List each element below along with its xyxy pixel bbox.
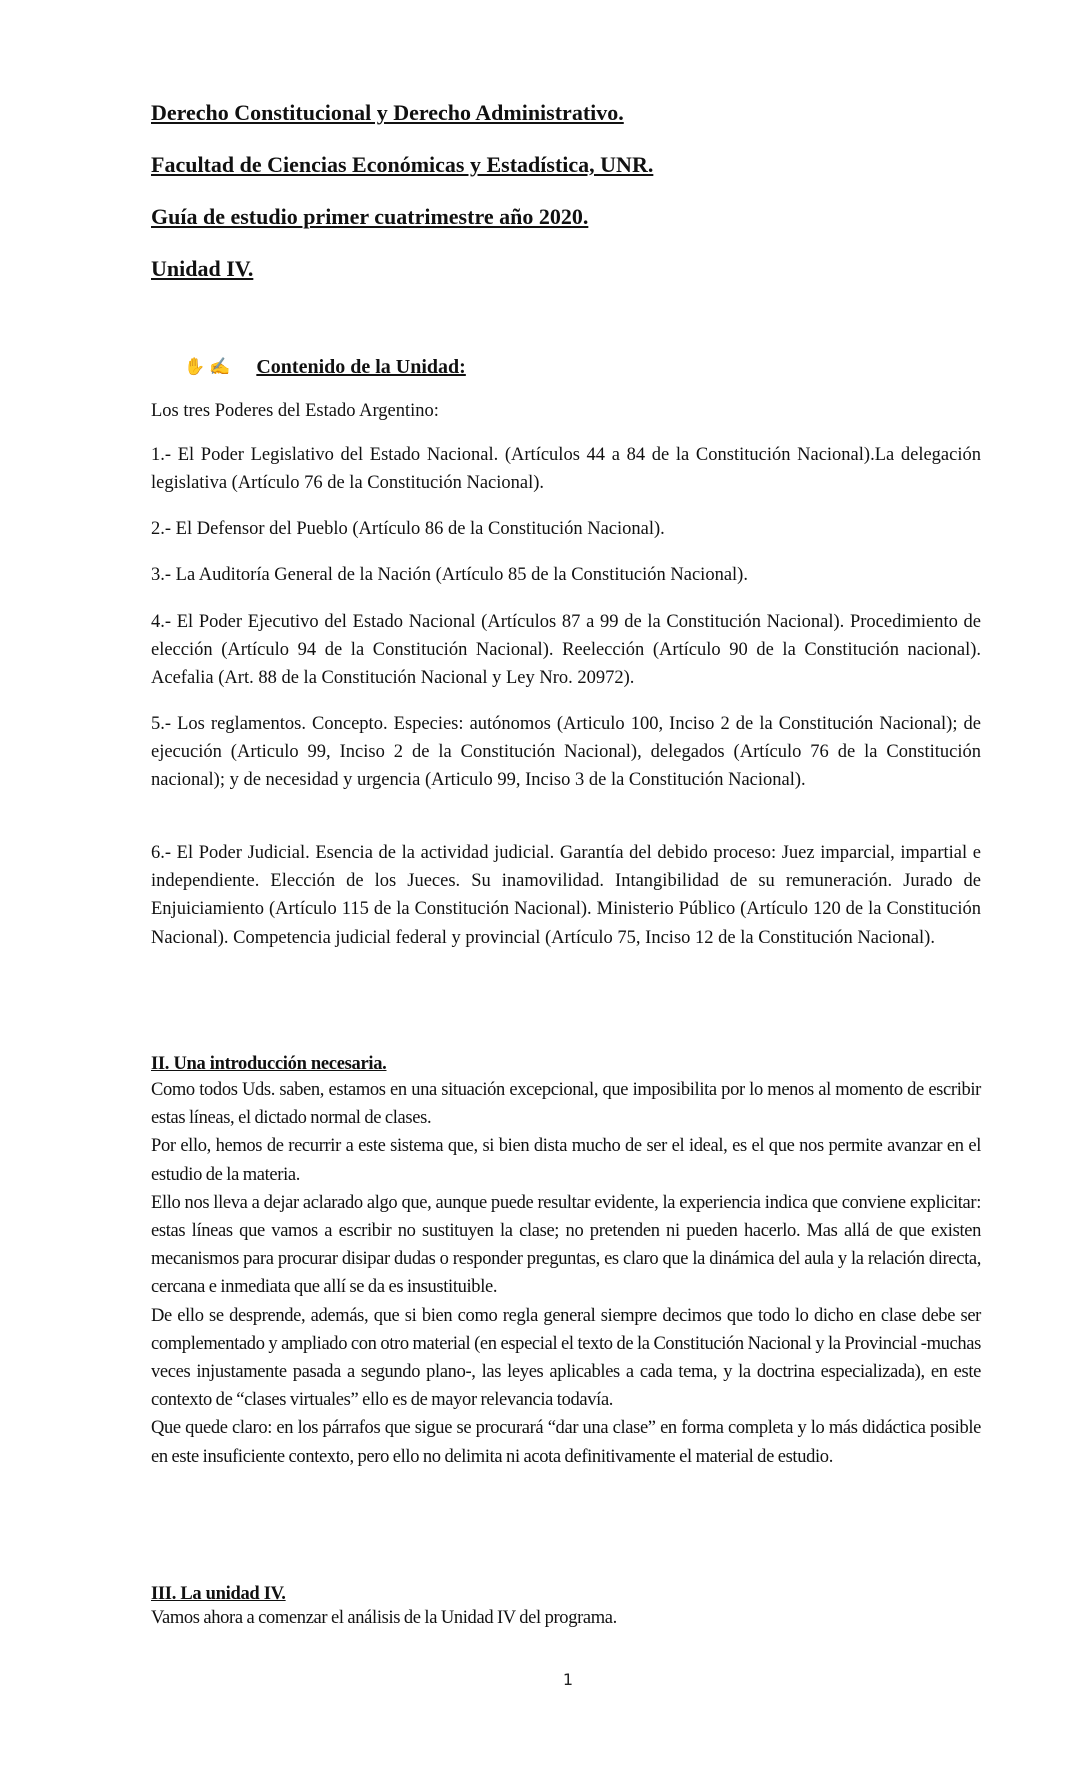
unit-title: Unidad IV. [151, 256, 254, 281]
section-ii-title: II. Una introducción necesaria. [151, 1054, 387, 1074]
contenido-item-6: 6.- El Poder Judicial. Esencia de la actividad judicial. Garantía del debido proceso: Juez imparcial, impartial e independiente. Elección de los Jueces. Su inamovilidad. Intangibilidad de su remuneración. Jurado de Enjuiciamiento (Artículo 115 de la Constitución Nacional). Ministerio Público (Artículo 120 de la Constitución Nacional). Competencia judicial federal y provincial (Artículo 75, Inciso 12 de la Constitución Nacional). [151, 843, 981, 948]
faculty-title: Facultad de Ciencias Económicas y Estadística, UNR. [151, 152, 654, 177]
heading-icons [184, 354, 230, 380]
contenido-item-1: 1.- El Poder Legislativo del Estado Nacional. (Artículos 44 a 84 de la Constitución Nacional).La delegación legislativa (Artículo 76 de la Constitución Nacional). [151, 445, 981, 494]
section-ii-body [151, 1076, 981, 1471]
writing-hand-icon: ✍ [209, 357, 231, 376]
section-ii-paragraph-4: De ello se desprende, además, que si bien como regla general siempre decimos que todo lo dicho en clase debe ser complementado y ampliado con otro material (en especial el texto de la Constitución Nacional y la Provincial -muchas veces injustamente pasada a segundo plano-, las leyes aplicables a cada tema, y la doctrina especializada), en este contexto de “clases virtuales” ello es de mayor relevancia todavía. [151, 1305, 981, 1411]
page-number: 1 [562, 1670, 574, 1689]
section-iii-paragraph-1: Vamos ahora a comenzar el análisis de la Unidad IV del programa. [151, 1608, 617, 1628]
contenido-title: Contenido de la Unidad: [256, 356, 466, 378]
section-ii-paragraph-1: Como todos Uds. saben, estamos en una situación excepcional, que imposibilita por lo menos al momento de escribir estas líneas, el dictado normal de clases. [151, 1080, 981, 1129]
section-iii-title: III. La unidad IV. [151, 1584, 286, 1604]
hand-wave-icon: ✋ [184, 357, 206, 376]
contenido-item-5: 5.- Los reglamentos. Concepto. Especies: autónomos (Articulo 100, Inciso 2 de la Constitución Nacional); de ejecución (Articulo 99, Inciso 2 de la Constitución Nacional), delegados (Artículo 76 de la Constitución nacional); y de necesidad y urgencia (Articulo 99, Inciso 3 de la Constitución Nacional). [151, 714, 981, 791]
contenido-item-2: 2.- El Defensor del Pueblo (Artículo 86 de la Constitución Nacional). [151, 519, 665, 539]
contenido-intro: Los tres Poderes del Estado Argentino: [151, 401, 439, 421]
section-ii-paragraph-5: Que quede claro: en los párrafos que sigue se procurará “dar una clase” en forma completa y lo más didáctica posible en este insuficiente contexto, pero ello no delimita ni acota definitivamente el material de estudio. [151, 1418, 981, 1467]
contenido-item-4: 4.- El Poder Ejecutivo del Estado Nacional (Artículos 87 a 99 de la Constitución Nacional). Procedimiento de elección (Artículo 94 de la Constitución Nacional). Reelección (Artículo 90 de la Constitución nacional). Acefalia (Art. 88 de la Constitución Nacional y Ley Nro. 20972). [151, 612, 981, 689]
contenido-item-3: 3.- La Auditoría General de la Nación (Artículo 85 de la Constitución Nacional). [151, 565, 748, 585]
section-ii-paragraph-3: Ello nos lleva a dejar aclarado algo que, aunque puede resultar evidente, la experiencia indica que conviene explicitar: estas líneas que vamos a escribir no sustituyen la clase; no pretenden ni pueden hacerlo. Mas allá de que existen mecanismos para procurar disipar dudas o responder preguntas, es claro que la dinámica del aula y la relación directa, cercana e inmediata que allí se da es insustituible. [151, 1192, 981, 1298]
section-ii-paragraph-2: Por ello, hemos de recurrir a este sistema que, si bien dista mucho de ser el ideal, es el que nos permite avanzar en el estudio de la materia. [151, 1136, 981, 1185]
course-title: Derecho Constitucional y Derecho Administrativo. [151, 100, 624, 125]
contenido-heading-row [184, 354, 466, 380]
guide-title: Guía de estudio primer cuatrimestre año 2020. [151, 204, 589, 229]
